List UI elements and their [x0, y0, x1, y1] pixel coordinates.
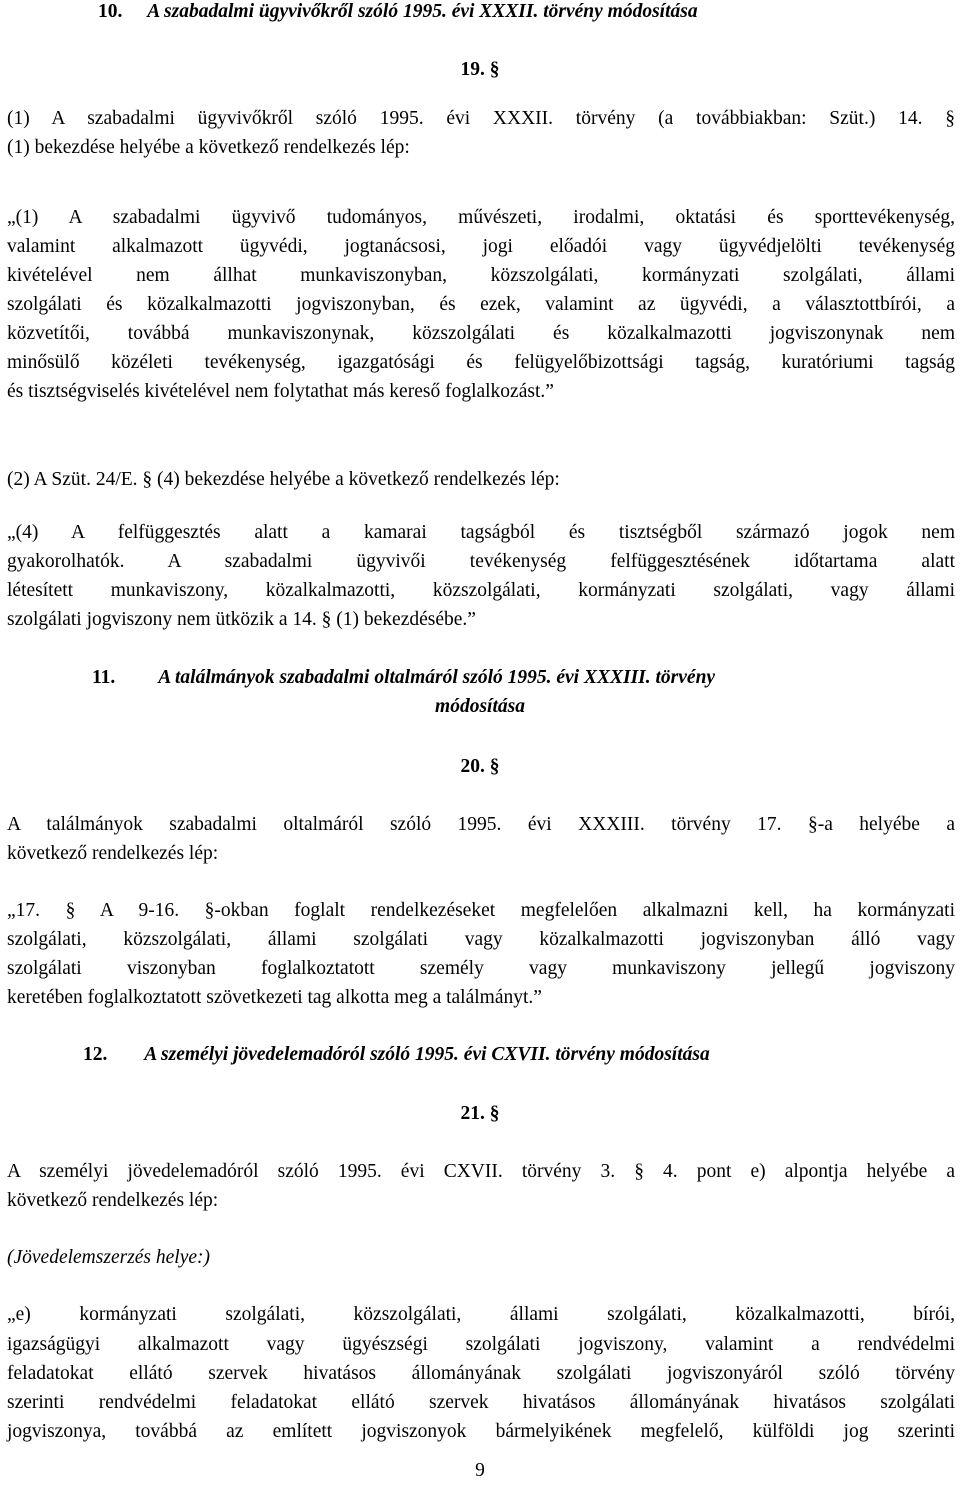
quote-line: szerinti rendvédelmi feladatokat ellátó szervek hivatásos állományának hivatásos szolgálati [7, 1392, 955, 1413]
quote-line: szolgálati viszonyban foglalkoztatott személy vagy munkaviszony jellegű jogviszony [7, 958, 955, 979]
page-number: 9 [475, 1460, 485, 1481]
quote-line: szolgálati jogviszony nem ütközik a 14. § (1) bekezdésébe.” [7, 609, 476, 630]
intro-line: A személyi jövedelemadóról szóló 1995. évi CXVII. törvény 3. § 4. pont e) alpontja helyébe a [7, 1161, 955, 1182]
quote-line: „(4) A felfüggesztés alatt a kamarai tagságból és tisztségből származó jogok nem [7, 522, 955, 543]
section-title-continued: módosítása [435, 696, 525, 717]
section-title: A találmányok szabadalmi oltalmáról szóló 1995. évi XXXIII. törvény [158, 667, 716, 688]
quote-line: igazságügyi alkalmazott vagy ügyészségi szolgálati jogviszony, valamint a rendvédelmi [7, 1334, 955, 1355]
section-11-heading-cont [0, 692, 960, 721]
section-number: 11. [92, 667, 116, 688]
quote-line: szolgálati, közszolgálati, állami szolgálati vagy közalkalmazotti jogviszonyban álló vagy [7, 929, 955, 950]
intro-line: (1) bekezdése helyébe a következő rendelkezés lép: [7, 137, 410, 158]
intro-line: következő rendelkezés lép: [7, 843, 219, 864]
paragraph-number-19: 19. § [460, 59, 500, 80]
section-11-heading [92, 663, 952, 692]
quote-line: létesített munkaviszony, közalkalmazotti, közszolgálati, kormányzati szolgálati, vagy állami [7, 580, 955, 601]
quote-line: jogviszonya, továbbá az említett jogviszonyok bármelyikének megfelelő, külföldi jog szerinti [7, 1421, 955, 1442]
paragraph-number-20: 20. § [460, 756, 500, 777]
quote-line: valamint alkalmazott ügyvédi, jogtanácsosi, jogi előadói vagy ügyvédjelölti tevékenység [7, 236, 955, 257]
paragraph-number-21: 21. § [460, 1103, 500, 1124]
section-10-heading [98, 0, 958, 26]
section-number: 10. [98, 1, 123, 22]
subheading: (Jövedelemszerzés helye:) [7, 1247, 211, 1268]
section-title: A személyi jövedelemadóról szóló 1995. évi CXVII. törvény módosítása [144, 1044, 710, 1065]
quote-line: közvetítői, továbbá munkaviszonynak, közszolgálati és közalkalmazotti jogviszonynak nem [7, 323, 955, 344]
intro-line: következő rendelkezés lép: [7, 1190, 219, 1211]
quote-line: kivételével nem állhat munkaviszonyban, közszolgálati, kormányzati szolgálati, állami [7, 265, 955, 286]
quote-line: minősülő közéleti tevékenység, igazgatósági és felügyelőbizottsági tagság, kuratóriumi tagság [7, 352, 955, 373]
quote-line: „(1) A szabadalmi ügyvivő tudományos, művészeti, irodalmi, oktatási és sporttevékenység, [7, 207, 955, 228]
section-number: 12. [83, 1044, 108, 1065]
quote-line: „e) kormányzati szolgálati, közszolgálati, állami szolgálati, közalkalmazotti, bírói, [7, 1304, 955, 1325]
quote-line: gyakorolhatók. A szabadalmi ügyvivői tevékenység felfüggesztésének időtartama alatt [7, 551, 955, 572]
intro-line: (1) A szabadalmi ügyvivőkről szóló 1995. évi XXXII. törvény (a továbbiakban: Szüt.) 14. § [7, 108, 955, 129]
quote-line: feladatokat ellátó szervek hivatásos állományának szolgálati jogviszonyáról szóló törvény [7, 1363, 955, 1384]
paragraph-2-intro: (2) A Szüt. 24/E. § (4) bekezdése helyébe a következő rendelkezés lép: [7, 469, 560, 490]
quote-line: és tisztségviselés kivételével nem folytathat más kereső foglalkozást.” [7, 381, 554, 402]
quote-line: szolgálati és közalkalmazotti jogviszonyban, és ezek, valamint az ügyvédi, a választottbírói, a [7, 294, 955, 315]
section-title: A szabadalmi ügyvivőkről szóló 1995. évi XXXII. törvény módosítása [147, 1, 698, 22]
section-12-heading [83, 1040, 953, 1069]
intro-line: A találmányok szabadalmi oltalmáról szóló 1995. évi XXXIII. törvény 17. §-a helyébe a [7, 814, 955, 835]
quote-line: keretében foglalkoztatott szövetkezeti tag alkotta meg a találmányt.” [7, 987, 542, 1008]
quote-line: „17. § A 9-16. §-okban foglalt rendelkezéseket megfelelően alkalmazni kell, ha kormányzati [7, 900, 955, 921]
